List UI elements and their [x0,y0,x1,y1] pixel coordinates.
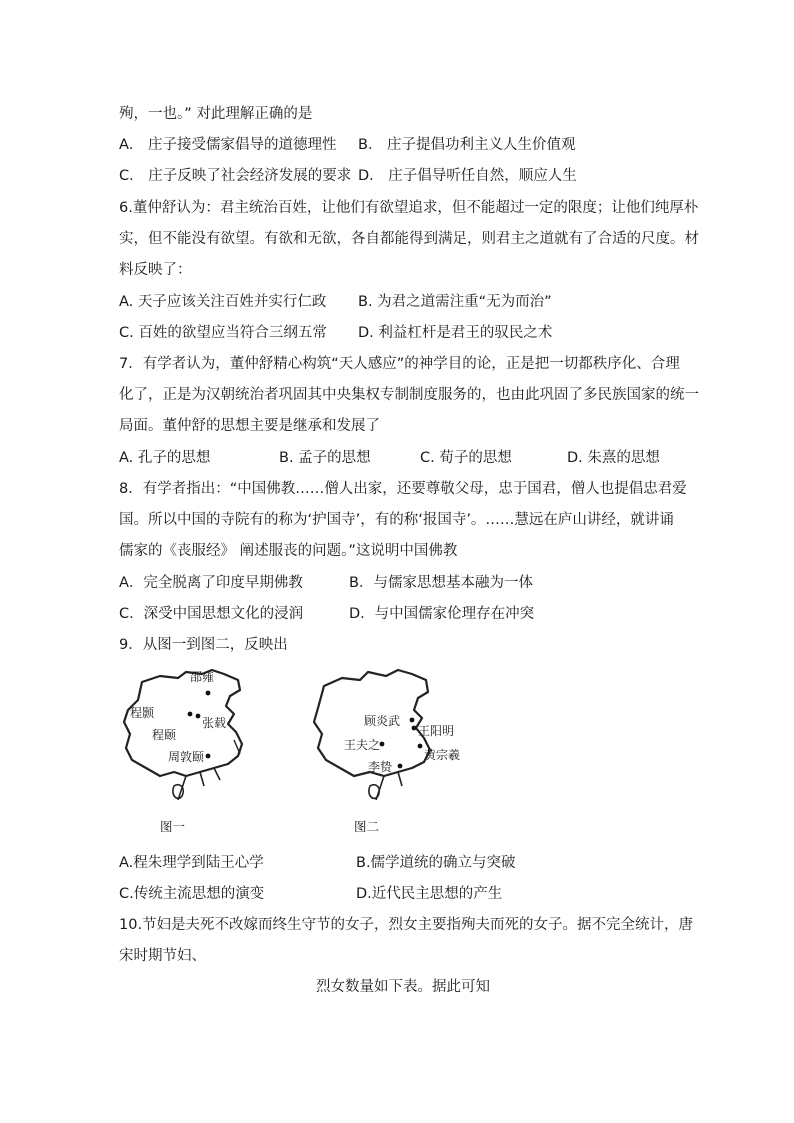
q5-option-b[interactable]: B． 庄子提倡功利主义人生价值观 [358,137,576,153]
q6-stem-line-1: 6.董仲舒认为：君主统治百姓，让他们有欲望追求，但不能超过一定的限度；让他们纯厚朴 [119,200,699,216]
q7-stem-line-3: 局面。董仲舒的思想主要是继承和发展了 [119,418,380,434]
q9-option-b[interactable]: B.儒学道统的确立与突破 [356,855,516,871]
map-figure-2 [310,668,480,840]
q9-maps [120,668,480,840]
q6-option-c[interactable]: C. 百姓的欲望应当符合三纲五常 [119,325,327,341]
map1-label-cheng-yi: 程颐 [152,728,177,742]
q6-stem-line-3: 料反映了： [119,262,192,278]
q8-option-c[interactable]: C．深受中国思想文化的浸润 [119,606,304,622]
q6-option-a[interactable]: A. 天子应该关注百姓并实行仁政 [119,294,327,310]
q7-option-a[interactable]: A. 孔子的思想 [119,450,211,466]
china-map-outline-1 [120,668,270,808]
q10-stem-tail: 烈女数量如下表。据此可知 [316,979,490,995]
q6-option-d[interactable]: D. 利益杠杆是君王的驭民之术 [358,325,553,341]
map1-label-zhang-zai: 张载 [202,716,227,730]
q9-stem: 9．从图一到图二，反映出 [119,637,288,653]
q5-option-a[interactable]: A． 庄子接受儒家倡导的道德理性 [119,137,337,153]
q9-option-d[interactable]: D.近代民主思想的产生 [356,886,503,902]
q5-stem-continuation: 殉，一也。” 对此理解正确的是 [119,106,313,122]
q5-option-c[interactable]: C． 庄子反映了社会经济发展的要求 [119,168,352,184]
china-map-outline-2 [310,668,480,808]
q8-option-b[interactable]: B．与儒家思想基本融为一体 [349,575,533,591]
q8-option-d[interactable]: D．与中国儒家伦理存在冲突 [349,606,535,622]
map2-caption: 图二 [354,819,380,834]
map2-label-wang-fuzhi: 王夫之 [344,738,381,752]
map1-caption: 图一 [160,819,186,834]
q6-option-b[interactable]: B. 为君之道需注重“无为而治” [358,294,552,310]
q8-option-a[interactable]: A．完全脱离了印度早期佛教 [119,575,303,591]
q9-option-a[interactable]: A.程朱理学到陆王心学 [119,855,264,871]
map2-label-huang-zongxi: 黄宗羲 [424,748,461,762]
map1-label-zhou-dunyi: 周敦颐 [168,750,205,764]
q7-stem-line-2: 化了，正是为汉朝统治者巩固其中央集权专制制度服务的，也由此巩固了多民族国家的统一 [119,387,699,403]
q7-stem-line-1: 7．有学者认为，董仲舒精心构筑“天人感应”的神学目的论，正是把一切都秩序化、合理 [119,356,680,372]
q10-stem-line-2: 宋时期节妇、 [119,948,206,964]
q8-stem-line-3: 儒家的《丧服经》 阐述服丧的问题。”这说明中国佛教 [119,543,458,559]
map2-label-wang-yangming: 王阳明 [418,724,455,738]
q7-option-d[interactable]: D. 朱熹的思想 [567,450,660,466]
q6-stem-line-2: 实，但不能没有欲望。有欲和无欲，各自都能得到满足，则君主之道就有了合适的尺度。材 [119,231,699,247]
map2-label-gu-yanwu: 顾炎武 [364,714,401,728]
q8-stem-line-2: 国。所以中国的寺院有的称为‘护国寺’，有的称‘报国寺’。……慧远在庐山讲经，就讲诵 [119,512,674,528]
q7-option-c[interactable]: C. 荀子的思想 [420,450,512,466]
q9-option-c[interactable]: C.传统主流思想的演变 [119,886,265,902]
map1-label-cheng-hao: 程颢 [130,706,155,720]
q5-option-d[interactable]: D． 庄子倡导听任自然，顺应人生 [358,168,577,184]
map2-label-li-zhi: 李贽 [368,760,393,774]
map1-label-shao-yong: 邵雍 [190,670,215,684]
q8-stem-line-1: 8．有学者指出：“中国佛教……僧人出家，还要尊敬父母，忠于国君，僧人也提倡忠君爱 [119,481,687,497]
q10-stem-line-1: 10.节妇是夫死不改嫁而终生守节的女子，烈女主要指殉夫而死的女子。据不完全统计，唐 [119,917,694,933]
q7-option-b[interactable]: B. 孟子的思想 [279,450,371,466]
map-figure-1 [120,668,270,840]
